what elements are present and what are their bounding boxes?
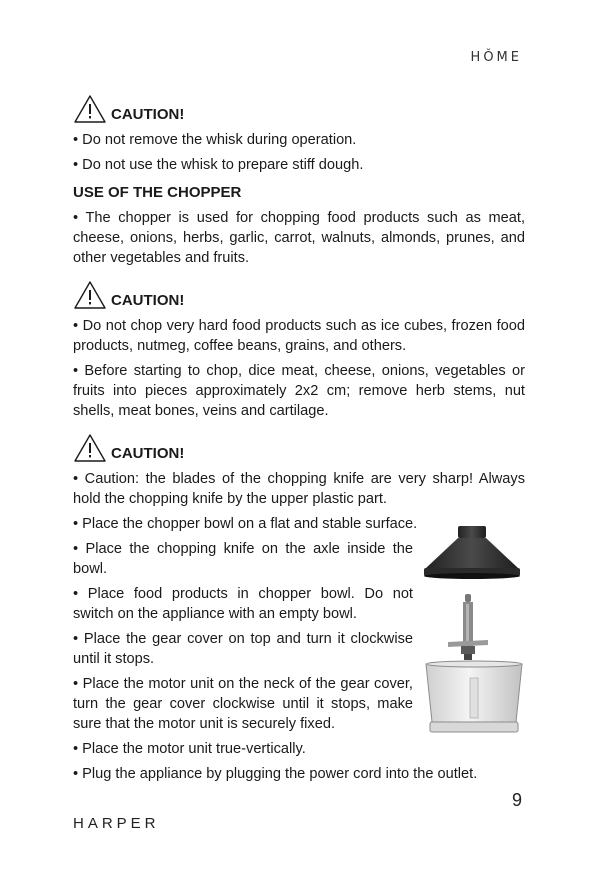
warning-triangle-icon (73, 94, 107, 124)
caution-block-2 (73, 280, 525, 310)
chopper-bowl-illustration (424, 660, 524, 736)
caution1-item: • Do not use the whisk to prepare stiff dough. (73, 157, 364, 173)
gear-cover-illustration (420, 524, 524, 582)
section-heading-chopper: USE OF THE CHOPPER (73, 184, 242, 201)
caution2-item: • Before starting to chop, dice meat, cheese, onions, vegetables or fruits into pieces approximately 2x2 cm; remove herb stems, nut shells, meat bones, veins and cartilage. (73, 363, 525, 419)
caution-label: CAUTION! (111, 292, 185, 309)
harper-brand-logo: HARPER (73, 815, 160, 832)
caution3-item: • Place food products in chopper bowl. Do not switch on the appliance with an empty bowl. (73, 586, 413, 622)
caution-block-3 (73, 433, 525, 463)
warning-triangle-icon (73, 280, 107, 310)
caution2-item: • Do not chop very hard food products such as ice cubes, frozen food products, nutmeg, coffee beans, grains, and others. (73, 318, 525, 354)
caution-label: CAUTION! (111, 445, 185, 462)
chopping-knife-illustration (446, 592, 490, 662)
caution3-item: • Place the chopper bowl on a flat and stable surface. (73, 516, 418, 532)
warning-triangle-icon (73, 433, 107, 463)
home-brand-logo: HǑME (470, 50, 522, 65)
caution-label: CAUTION! (111, 106, 185, 123)
page-number: 9 (511, 790, 522, 810)
caution3-item: • Place the motor unit on the neck of the gear cover, turn the gear cover clockwise until it stops, make sure that the motor unit is securely fixed. (73, 676, 413, 732)
caution3-item: • Plug the appliance by plugging the power cord into the outlet. (73, 766, 478, 782)
caution-block-1 (73, 94, 525, 124)
caution3-item: • Caution: the blades of the chopping knife are very sharp! Always hold the chopping knife by the upper plastic part. (73, 471, 525, 507)
caution1-item: • Do not remove the whisk during operation. (73, 132, 357, 148)
caution3-item: • Place the motor unit true-vertically. (73, 741, 306, 757)
caution3-item: • Place the gear cover on top and turn it clockwise until it stops. (73, 631, 413, 667)
chopper-intro: • The chopper is used for chopping food products such as meat, cheese, onions, herbs, garlic, carrot, walnuts, almonds, prunes, and other vegetables and fruits. (73, 210, 525, 266)
caution3-item: • Place the chopping knife on the axle inside the bowl. (73, 541, 413, 577)
